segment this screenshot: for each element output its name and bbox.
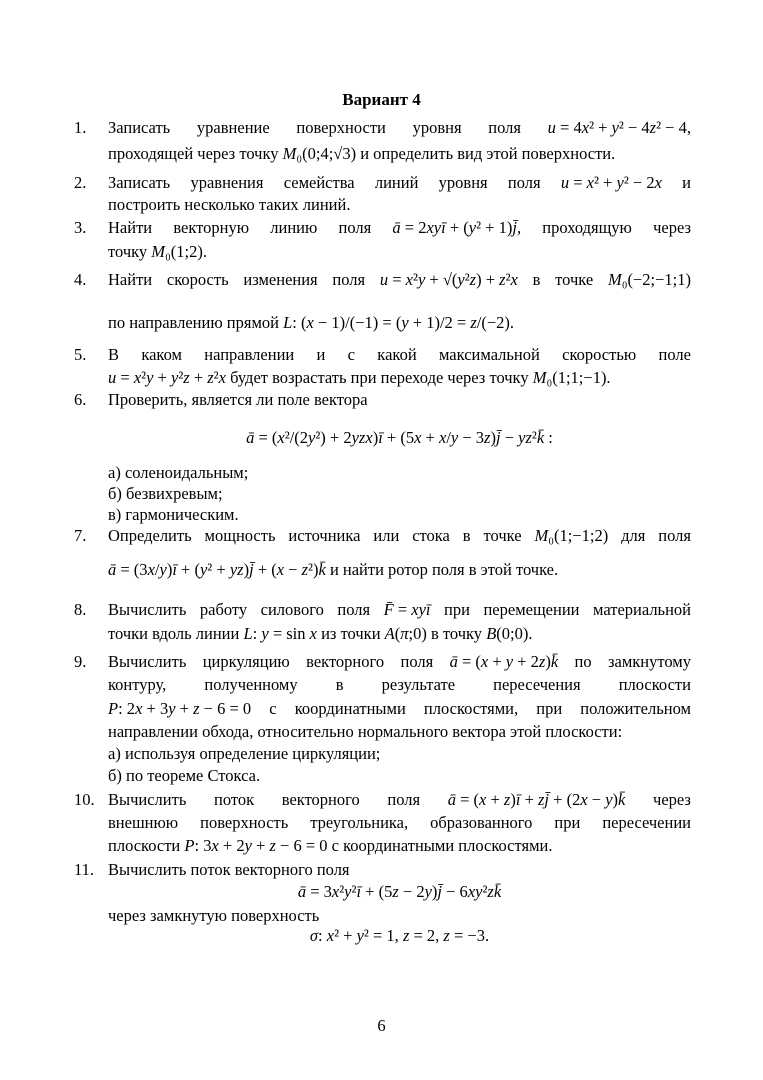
problem-9-line-4: направлении обхода, относительно нормального вектора этой плоскости: [108,722,623,741]
problem-10-line-3: плоскости P: 3x + 2y + z − 6 = 0 с координатными плоскостями. [108,836,553,855]
problem-9-line-1: Вычислить циркуляцию векторного поля ā = (x + y + 2z)k̄ по замкнутому [108,652,691,671]
problem-number: 11. [74,860,95,879]
problem-number: 5. [74,345,87,364]
problem-number: 6. [74,390,87,409]
problem-2-line-2: построить несколько таких линий. [108,195,351,214]
problem-1-line-1: Записать уравнение поверхности уровня поля u = 4x² + y² − 4z² − 4, [108,118,691,137]
problem-number: 7. [74,526,87,545]
problem-5-line-2: u = x²y + y²z + z²x будет возрастать при переходе через точку M₀(1;1;−1). [108,368,611,387]
problem-2-line-1: Записать уравнения семейства линий уровня поля u = x² + y² − 2x и [108,173,691,192]
problem-number: 9. [74,652,87,671]
problem-4-line-1: Найти скорость изменения поля u = x²y + √(y²z) + z²x в точке M₀(−2;−1;1) [108,270,691,289]
problem-6-line-1: Проверить, является ли поле вектора [108,390,368,409]
problem-5-line-1: В каком направлении и с какой максимальной скоростью поле [108,345,691,364]
problem-number: 8. [74,600,87,619]
problem-11-formula: ā = 3x²y²ī + (5z − 2y)j̄ − 6xy²zk̄ [297,882,502,901]
problem-9-option-b: б) по теореме Стокса. [108,766,261,785]
problem-4-line-2: по направлению прямой L: (x − 1)/(−1) = (y + 1)/2 = z/(−2). [108,313,515,332]
problem-8-line-1: Вычислить работу силового поля F̄ = xyī при перемещении материальной [108,600,691,619]
problem-11-surface: σ: x² + y² = 1, z = 2, z = −3. [309,926,490,945]
problem-6-option-b: б) безвихревым; [108,484,223,503]
problem-3-line-2: точку M₀(1;2). [108,242,207,261]
variant-title: Вариант 4 [342,90,421,109]
problem-number: 4. [74,270,87,289]
problem-9-line-2: контуру, полученному в результате пересечения плоскости [108,675,691,694]
problem-6-formula: ā = (x²/(2y²) + 2yzx)ī + (5x + x/y − 3z)j̄ − yz²k̄ : [246,428,553,447]
problem-11-line-3: через замкнутую поверхность [108,906,320,925]
problem-9-option-a: а) используя определение циркуляции; [108,744,381,763]
problem-number: 10. [74,790,95,809]
problem-10-line-1: Вычислить поток векторного поля ā = (x + z)ī + zj̄ + (2x − y)k̄ через [108,790,691,809]
problem-number: 3. [74,218,87,237]
problem-number: 2. [74,173,87,192]
problem-1-line-2: проходящей через точку M₀(0;4;√3) и определить вид этой поверхности. [108,144,616,163]
problem-8-line-2: точки вдоль линии L: y = sin x из точки A(π;0) в точку B(0;0). [108,624,533,643]
problem-number: 1. [74,118,87,137]
problem-9-line-3: P: 2x + 3y + z − 6 = 0 с координатными плоскостями, при положительном [108,699,691,718]
problem-7-line-1: Определить мощность источника или стока в точке M₀(1;−1;2) для поля [108,526,691,545]
problem-7-line-2: ā = (3x/y)ī + (y² + yz)j̄ + (x − z²)k̄ и найти ротор поля в этой точке. [108,560,559,579]
problem-6-option-a: а) соленоидальным; [108,463,249,482]
problem-10-line-2: внешнюю поверхность треугольника, образованного при пересечении [108,813,691,832]
problem-11-line-1: Вычислить поток векторного поля [108,860,350,879]
problem-3-line-1: Найти векторную линию поля ā = 2xyī + (y² + 1)j̄, проходящую через [108,218,691,237]
problem-6-option-c: в) гармоническим. [108,505,239,524]
page-number: 6 [377,1016,386,1035]
